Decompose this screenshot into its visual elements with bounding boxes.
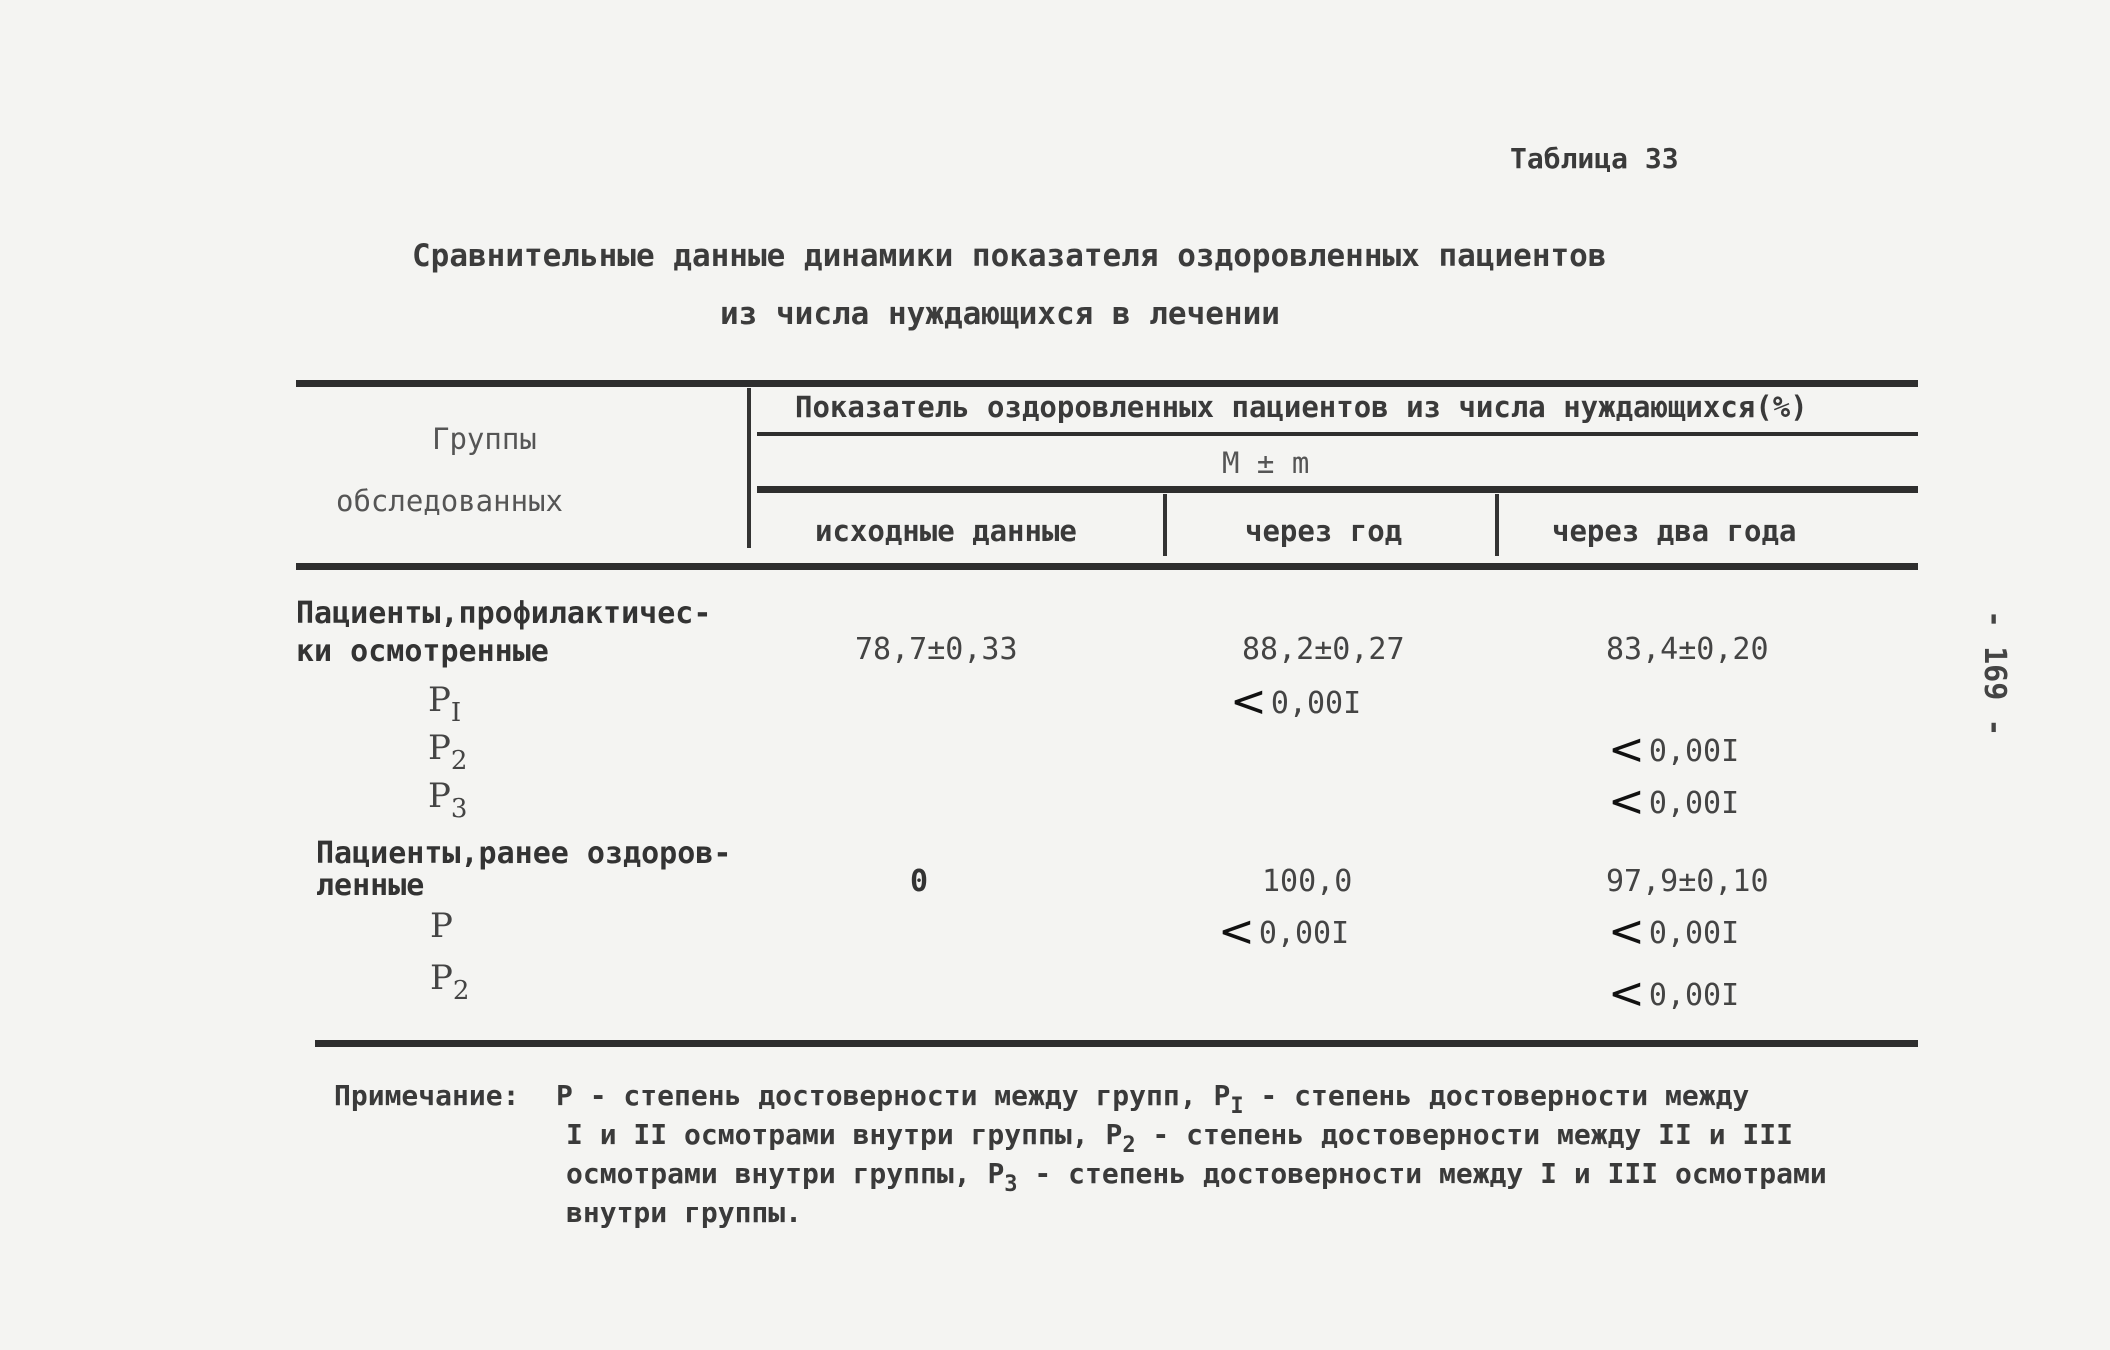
group-1-p2-label: $P_2$	[428, 728, 468, 776]
group-2-two-years: 97,9±0,10	[1606, 864, 1769, 899]
less-than-icon: <	[1230, 676, 1267, 727]
groups-column-separator	[747, 388, 751, 548]
header-rule-2	[757, 486, 1918, 493]
page-number: - 169 -	[1977, 610, 2012, 737]
table-bottom-rule	[315, 1040, 1918, 1047]
header-groups-line-2: обследованных	[336, 484, 563, 518]
group-2-label-line-1: Пациенты,ранее оздоров-	[316, 836, 732, 871]
group-2-p-two-years: < 0,00I	[1608, 906, 1740, 957]
table-number: Таблица 33	[1510, 142, 1679, 175]
less-than-icon: <	[1218, 906, 1255, 957]
group-1-p3-two-years: < 0,00I	[1608, 776, 1740, 827]
group-1-p2-two-years: < 0,00I	[1608, 724, 1740, 775]
col1-col2-separator	[1163, 494, 1167, 556]
group-2-p2-two-years: < 0,00I	[1608, 968, 1740, 1019]
table-note-line-3: осмотрами внутри группы, $P_3$ - степень достоверности между I и III осмотрами	[566, 1157, 1827, 1197]
group-1-p1-one-year: < 0,00I	[1230, 676, 1362, 727]
table-title-line-1: Сравнительные данные динамики показателя оздоровленных пациентов	[412, 238, 1607, 274]
header-indicator: Показатель оздоровленных пациентов из числа нуждающихся(%)	[795, 390, 1808, 424]
group-1-baseline: 78,7±0,33	[855, 632, 1018, 667]
group-2-label-line-2: ленные	[316, 868, 425, 903]
less-than-icon: <	[1608, 776, 1645, 827]
header-m-pm-m: М ± m	[1222, 446, 1310, 480]
group-1-label-line-2: ки осмотренные	[296, 634, 549, 669]
group-1-one-year: 88,2±0,27	[1242, 632, 1405, 667]
header-col-baseline: исходные данные	[815, 514, 1077, 548]
header-rule-1	[757, 432, 1918, 436]
table-note-lead: Примечание:	[334, 1079, 520, 1112]
table-note-line-1: P - степень достоверности между групп, $P_I$ - степень достоверности между	[556, 1079, 1750, 1119]
table-title-line-2: из числа нуждающихся в лечении	[720, 296, 1280, 332]
header-col-after-one-year: через год	[1245, 514, 1403, 548]
group-2-p2-label: $P_2$	[430, 958, 470, 1006]
header-groups-line-1: Группы	[432, 422, 537, 456]
less-than-icon: <	[1608, 906, 1645, 957]
group-1-p3-label: $P_3$	[428, 776, 468, 824]
table-top-rule	[296, 380, 1918, 387]
less-than-icon: <	[1608, 724, 1645, 775]
table-note-line-4: внутри группы.	[566, 1196, 803, 1229]
group-2-p-label: P	[430, 906, 453, 946]
header-bottom-rule	[296, 563, 1918, 570]
less-than-icon: <	[1608, 968, 1645, 1019]
table-note-line-2: I и II осмотрами внутри группы, $P_2$ - степень достоверности между II и III	[566, 1118, 1794, 1158]
col2-col3-separator	[1495, 494, 1499, 556]
group-1-label-line-1: Пациенты,профилактичес-	[296, 596, 712, 631]
group-1-p1-label: $P_I$	[428, 680, 462, 728]
group-1-two-years: 83,4±0,20	[1606, 632, 1769, 667]
group-2-one-year: 100,0	[1262, 864, 1353, 899]
group-2-p-one-year: < 0,00I	[1218, 906, 1350, 957]
header-col-after-two-years: через два года	[1552, 514, 1797, 548]
group-2-baseline: 0	[910, 864, 929, 899]
